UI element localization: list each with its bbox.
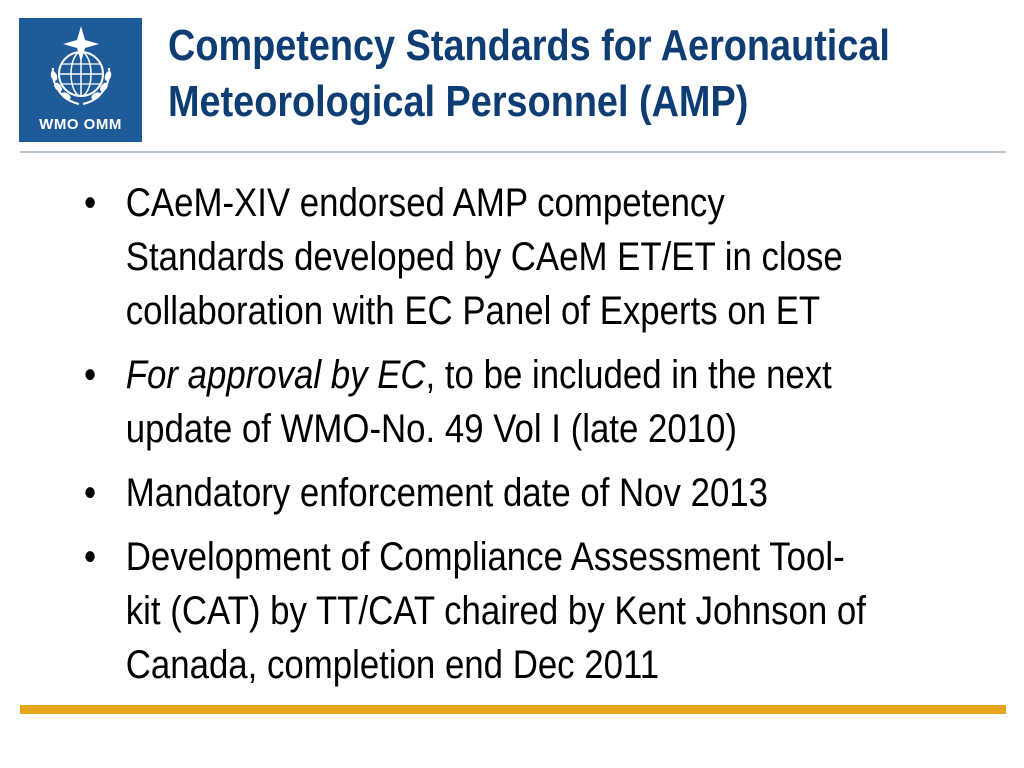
bullet-text: , to be included in the next bbox=[425, 353, 832, 397]
bullet-text: kit (CAT) by TT/CAT chaired by Kent Johnson of bbox=[125, 589, 866, 633]
bullet-text: CAeM-XIV endorsed AMP competency bbox=[125, 181, 725, 225]
bullet-item bbox=[84, 176, 954, 338]
wmo-emblem-icon bbox=[41, 24, 121, 112]
bullet-marker: • bbox=[84, 181, 97, 225]
slide-title-line-1: Competency Standards for Aeronautical bbox=[168, 21, 890, 70]
bullet-text: Mandatory enforcement date of Nov 2013 bbox=[125, 471, 769, 515]
bullet-marker: • bbox=[84, 353, 97, 397]
bullet-marker: • bbox=[84, 471, 97, 515]
bullet-emphasis: For approval by EC bbox=[125, 353, 426, 397]
bullet-marker: • bbox=[84, 535, 97, 579]
slide-title-line-2: Meteorological Personnel (AMP) bbox=[168, 77, 749, 126]
logo-text: WMO OMM bbox=[39, 116, 122, 133]
title-divider bbox=[20, 151, 1006, 153]
bullet-text: Standards developed by CAeM ET/ET in close bbox=[125, 235, 843, 279]
bullet-text: Development of Compliance Assessment Tool- bbox=[125, 535, 845, 579]
bullet-list bbox=[84, 176, 954, 702]
slide-title bbox=[168, 18, 890, 130]
bullet-text: collaboration with EC Panel of Experts on ET bbox=[125, 289, 821, 333]
bullet-item bbox=[84, 466, 954, 520]
bullet-text: update of WMO-No. 49 Vol I (late 2010) bbox=[125, 407, 738, 451]
footer-accent-bar bbox=[20, 705, 1006, 714]
wmo-logo bbox=[19, 18, 142, 142]
bullet-item bbox=[84, 348, 954, 456]
bullet-text: Canada, completion end Dec 2011 bbox=[125, 643, 660, 687]
bullet-item bbox=[84, 530, 954, 692]
